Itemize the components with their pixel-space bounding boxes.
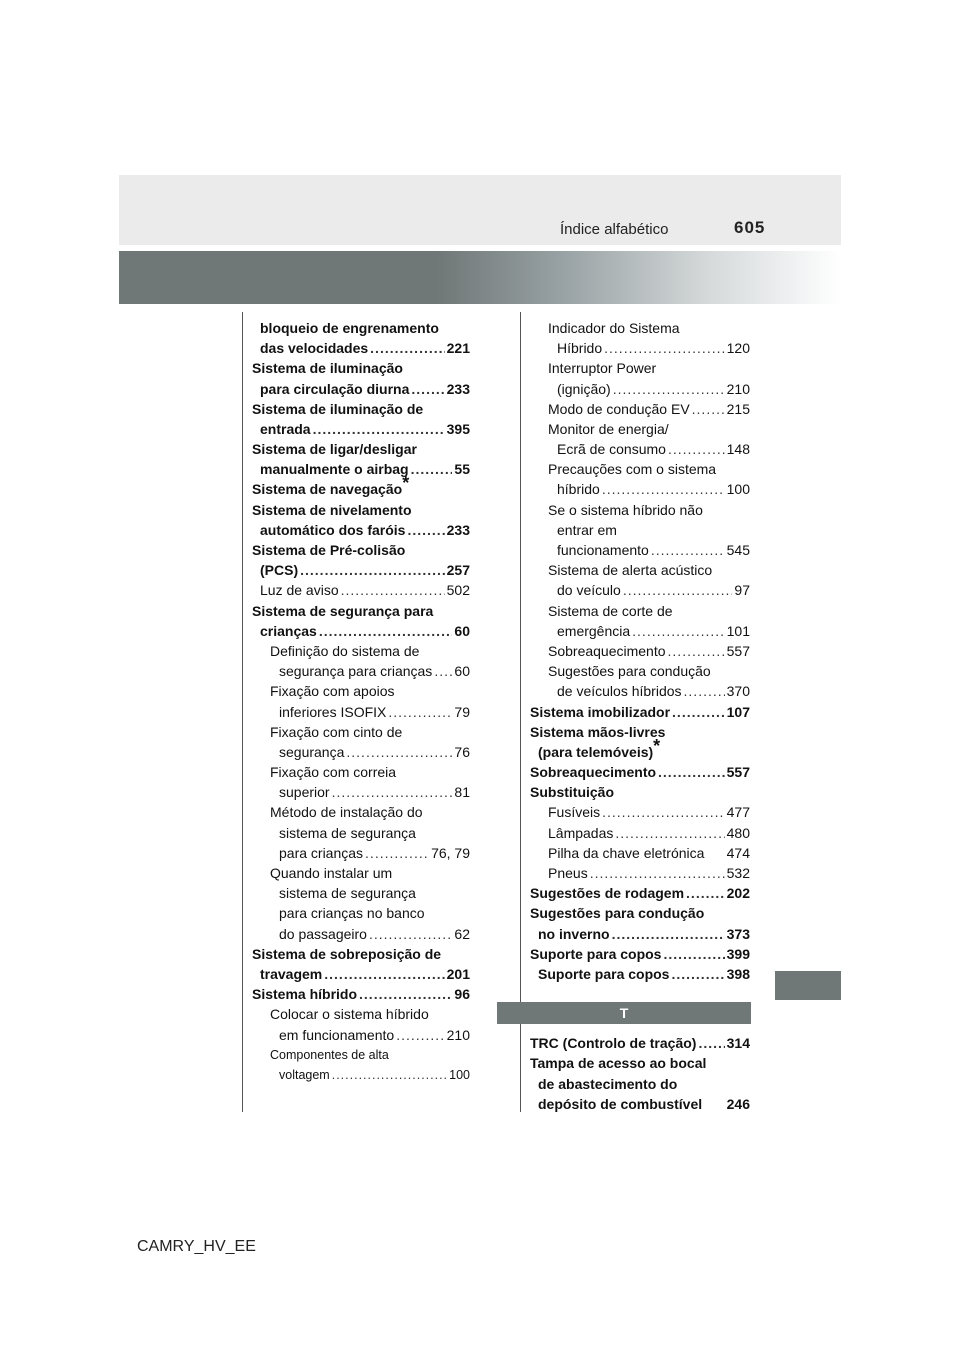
index-column-2 bbox=[530, 318, 750, 1114]
index-entry-text: Se o sistema híbrido não bbox=[548, 501, 703, 518]
index-entry-text: Interruptor Power bbox=[548, 360, 657, 377]
index-entry bbox=[530, 641, 750, 661]
index-entry-text: Método de instalação do bbox=[270, 804, 423, 821]
dot-leader bbox=[434, 661, 452, 681]
index-entry-page: 532 bbox=[726, 865, 750, 882]
index-entry bbox=[252, 964, 470, 984]
column-rule-right bbox=[520, 312, 521, 1112]
index-entry bbox=[530, 318, 750, 338]
index-entry-page: 210 bbox=[726, 380, 750, 397]
index-entry-text: Luz de aviso bbox=[260, 582, 339, 599]
index-entry-page: 480 bbox=[726, 824, 750, 841]
index-entry bbox=[530, 379, 750, 399]
index-entry-page: 60 bbox=[454, 663, 470, 680]
index-entry-text: voltagem bbox=[279, 1067, 330, 1082]
index-entry bbox=[530, 540, 750, 560]
dot-leader bbox=[604, 338, 725, 358]
index-entry-text: Sugestões para condução bbox=[548, 663, 711, 680]
index-entry-text: Pneus bbox=[548, 865, 588, 882]
letter-heading-t: T bbox=[497, 1002, 751, 1024]
index-entry bbox=[252, 459, 470, 479]
index-entry-page: 215 bbox=[726, 400, 750, 417]
index-entry-text: Fusíveis bbox=[548, 804, 601, 821]
index-entry-text: Sistema de nivelamento bbox=[252, 501, 412, 518]
dot-leader bbox=[341, 580, 445, 600]
index-entry bbox=[530, 762, 750, 782]
index-entry-text: Sistema de sobreposição de bbox=[252, 945, 442, 962]
index-entry-text: depósito de combustível bbox=[538, 1095, 703, 1112]
index-entry-text: inferiores ISOFIX bbox=[279, 703, 387, 720]
dot-leader bbox=[671, 964, 724, 984]
index-entry bbox=[530, 661, 750, 681]
dot-leader bbox=[663, 944, 724, 964]
index-entry bbox=[252, 601, 470, 621]
index-entry bbox=[252, 500, 470, 520]
index-entry bbox=[530, 500, 750, 520]
dot-leader bbox=[411, 379, 444, 399]
index-entry-text: Sistema de corte de bbox=[548, 602, 673, 619]
index-entry-text: Modo de condução EV bbox=[548, 400, 690, 417]
index-entry-text: Pilha da chave eletrónica bbox=[548, 844, 705, 861]
index-entry bbox=[252, 823, 470, 843]
index-entry-text: Precauções com o sistema bbox=[548, 461, 717, 478]
index-column-1 bbox=[252, 318, 470, 1085]
dot-leader bbox=[590, 863, 725, 883]
index-entry-page: 398 bbox=[726, 965, 750, 982]
index-entry-text: (ignição) bbox=[557, 380, 611, 397]
index-entry bbox=[252, 540, 470, 560]
index-entry-text: segurança bbox=[279, 743, 345, 760]
index-entry bbox=[252, 1045, 470, 1065]
index-entry-text: em funcionamento bbox=[279, 1026, 395, 1043]
index-entry-text: do veículo bbox=[557, 582, 621, 599]
index-entry-text: Sistema de navegação bbox=[252, 481, 403, 498]
index-entry-text: bloqueio de engrenamento bbox=[260, 319, 439, 336]
index-entry-page: 148 bbox=[726, 441, 750, 458]
index-entry bbox=[252, 399, 470, 419]
index-entry-text: Definição do sistema de bbox=[270, 642, 420, 659]
index-entry-page: 221 bbox=[446, 340, 470, 357]
dot-leader bbox=[300, 560, 445, 580]
index-entry-text: automático dos faróis bbox=[260, 521, 406, 538]
index-entry bbox=[252, 641, 470, 661]
index-entry-text: (PCS) bbox=[260, 562, 299, 579]
index-entry-page: 100 bbox=[449, 1067, 470, 1082]
index-entry bbox=[530, 863, 750, 883]
index-entry bbox=[252, 379, 470, 399]
index-entry-page: 557 bbox=[726, 764, 750, 781]
index-entry bbox=[252, 419, 470, 439]
index-entry-text: do passageiro bbox=[279, 925, 367, 942]
index-entry bbox=[530, 419, 750, 439]
index-entry bbox=[530, 903, 750, 923]
index-entry bbox=[252, 742, 470, 762]
index-entry-text: híbrido bbox=[557, 481, 600, 498]
index-entry-text: TRC (Controlo de tração) bbox=[530, 1035, 697, 1052]
index-entry-page: 557 bbox=[726, 642, 750, 659]
index-entry bbox=[252, 782, 470, 802]
dot-leader bbox=[668, 439, 725, 459]
dot-leader bbox=[632, 621, 724, 641]
index-entry-page: 120 bbox=[726, 340, 750, 357]
index-entry-text: Sistema de segurança para bbox=[252, 602, 434, 619]
page-number: 605 bbox=[734, 218, 766, 237]
index-entry bbox=[252, 863, 470, 883]
index-entry-text: das velocidades bbox=[260, 340, 369, 357]
index-entry-page: 246 bbox=[726, 1095, 750, 1112]
index-entry bbox=[252, 722, 470, 742]
index-entry bbox=[252, 843, 470, 863]
index-entry-text: de veículos híbridos bbox=[557, 683, 682, 700]
index-entry-text: emergência bbox=[557, 622, 631, 639]
index-entry-page: 257 bbox=[446, 562, 470, 579]
index-entry-page: 233 bbox=[446, 521, 470, 538]
dot-leader bbox=[684, 681, 725, 701]
index-entry-text: Sugestões de rodagem bbox=[530, 885, 685, 902]
index-entry bbox=[252, 924, 470, 944]
index-entry bbox=[530, 823, 750, 843]
index-entry-text: entrada bbox=[260, 420, 311, 437]
index-entry bbox=[530, 601, 750, 621]
dot-leader bbox=[411, 459, 453, 479]
index-entry bbox=[530, 358, 750, 378]
index-entry-text: Ecrã de consumo bbox=[557, 441, 666, 458]
index-entry bbox=[252, 681, 470, 701]
dot-leader bbox=[319, 621, 453, 641]
index-entry-text: Sistema de iluminação de bbox=[252, 400, 424, 417]
index-entry bbox=[252, 1065, 470, 1085]
index-entry-text: Sistema de ligar/desligar bbox=[252, 441, 417, 458]
dot-leader bbox=[692, 399, 725, 419]
dot-leader bbox=[407, 520, 444, 540]
index-entry-page: 202 bbox=[726, 885, 750, 902]
index-entry-page: 474 bbox=[726, 844, 750, 861]
index-entry-text: superior bbox=[279, 784, 330, 801]
index-entry-text: sistema de segurança bbox=[279, 824, 416, 841]
index-entry-page: 60 bbox=[454, 622, 470, 639]
index-entry bbox=[530, 1053, 750, 1073]
index-entry bbox=[252, 903, 470, 923]
index-entry-text: Fixação com cinto de bbox=[270, 723, 403, 740]
index-entry-page: 79 bbox=[454, 703, 470, 720]
index-entry-text: entrar em bbox=[557, 521, 617, 538]
index-entry-text: Tampa de acesso ao bocal bbox=[530, 1055, 707, 1072]
index-entry-page: 233 bbox=[446, 380, 470, 397]
index-entry bbox=[252, 439, 470, 459]
dot-leader bbox=[396, 1025, 444, 1045]
index-entry-page: 101 bbox=[726, 622, 750, 639]
index-entry bbox=[530, 803, 750, 823]
index-entry bbox=[252, 803, 470, 823]
index-entry-text: manualmente o airbag bbox=[260, 461, 409, 478]
index-entry bbox=[530, 735, 750, 762]
index-entry bbox=[530, 439, 750, 459]
header-gradient-bar bbox=[119, 251, 841, 304]
dot-leader bbox=[313, 419, 445, 439]
dot-leader bbox=[602, 479, 725, 499]
index-entry-page: 399 bbox=[726, 945, 750, 962]
index-entry bbox=[530, 1033, 750, 1053]
index-entry bbox=[530, 883, 750, 903]
index-entry-text: Fixação com apoios bbox=[270, 683, 395, 700]
dot-leader bbox=[612, 924, 725, 944]
index-entry-page: 370 bbox=[726, 683, 750, 700]
index-entry bbox=[530, 843, 750, 863]
index-entry-page: 100 bbox=[726, 481, 750, 498]
index-entry-text: sistema de segurança bbox=[279, 885, 416, 902]
dot-leader bbox=[615, 823, 724, 843]
dot-leader bbox=[388, 702, 452, 722]
index-entry-text: para circulação diurna bbox=[260, 380, 410, 397]
index-entry bbox=[530, 399, 750, 419]
index-entry-page: 55 bbox=[454, 461, 470, 478]
dot-leader bbox=[370, 338, 444, 358]
index-entry-text: Fixação com correia bbox=[270, 764, 397, 781]
index-entry-text: Indicador do Sistema bbox=[548, 319, 680, 336]
index-entry-text: Sistema de alerta acústico bbox=[548, 562, 713, 579]
index-entry-page: 373 bbox=[726, 925, 750, 942]
dot-leader bbox=[698, 1033, 724, 1053]
index-entry-page: 62 bbox=[454, 925, 470, 942]
index-entry bbox=[252, 984, 470, 1004]
index-entry-text: Sistema de Pré-colisão bbox=[252, 542, 406, 559]
index-entry-page: 107 bbox=[726, 703, 750, 720]
index-entry-text: Sistema de iluminação bbox=[252, 360, 403, 377]
index-entry bbox=[252, 661, 470, 681]
index-entry bbox=[530, 1094, 750, 1114]
dot-leader bbox=[332, 782, 453, 802]
footnote-asterisk: * bbox=[402, 473, 410, 494]
footer-model-code: CAMRY_HV_EE bbox=[137, 1238, 256, 1255]
index-entry-text: Colocar o sistema híbrido bbox=[270, 1006, 429, 1023]
index-entry bbox=[252, 1004, 470, 1024]
index-entry-text: para crianças no banco bbox=[279, 905, 425, 922]
index-entry-page: 76 bbox=[454, 743, 470, 760]
index-entry bbox=[530, 459, 750, 479]
index-entry-text: no inverno bbox=[538, 925, 610, 942]
index-entry-page: 201 bbox=[446, 965, 470, 982]
index-entry-text: Suporte para copos bbox=[538, 965, 670, 982]
index-entry bbox=[530, 520, 750, 540]
index-entry-text: Sugestões para condução bbox=[530, 905, 705, 922]
section-title: Índice alfabético bbox=[560, 221, 669, 238]
header-band bbox=[119, 175, 841, 245]
index-entry-text: travagem bbox=[260, 965, 323, 982]
index-entry bbox=[252, 318, 470, 338]
index-entry bbox=[530, 924, 750, 944]
index-entry bbox=[530, 580, 750, 600]
index-entry bbox=[252, 520, 470, 540]
index-entry-text: Quando instalar um bbox=[270, 865, 393, 882]
index-entry-text: para crianças bbox=[279, 844, 364, 861]
index-entry-text: Componentes de alta bbox=[270, 1047, 389, 1062]
index-entry bbox=[252, 1025, 470, 1045]
dot-leader bbox=[365, 843, 429, 863]
dot-leader bbox=[602, 802, 725, 822]
index-entry bbox=[530, 681, 750, 701]
dot-leader bbox=[359, 984, 452, 1004]
index-entry-page: 545 bbox=[726, 542, 750, 559]
index-entry bbox=[530, 621, 750, 641]
index-entry-page: 314 bbox=[726, 1035, 750, 1052]
index-entry bbox=[530, 722, 750, 742]
index-entry-text: Sistema mãos-livres bbox=[530, 723, 666, 740]
index-entry-text: Híbrido bbox=[557, 340, 603, 357]
index-entry bbox=[252, 621, 470, 641]
index-entry-text: Suporte para copos bbox=[530, 945, 662, 962]
index-entry bbox=[530, 1074, 750, 1094]
index-entry bbox=[252, 560, 470, 580]
dot-leader bbox=[658, 762, 725, 782]
index-thumb-tab bbox=[775, 971, 841, 1000]
index-entry-text: Sistema imobilizador bbox=[530, 703, 671, 720]
dot-leader bbox=[613, 379, 725, 399]
index-entry-page: 97 bbox=[734, 582, 750, 599]
dot-leader bbox=[324, 964, 444, 984]
index-entry bbox=[530, 782, 750, 802]
dot-leader bbox=[369, 924, 452, 944]
index-entry bbox=[530, 338, 750, 358]
index-entry-text: Substituição bbox=[530, 784, 615, 801]
index-entry-text: Monitor de energia/ bbox=[548, 420, 669, 437]
index-entry bbox=[252, 473, 470, 500]
footnote-asterisk: * bbox=[653, 735, 661, 756]
index-entry bbox=[530, 964, 750, 984]
dot-leader bbox=[651, 540, 725, 560]
index-entry bbox=[530, 702, 750, 722]
index-entry-page: 210 bbox=[446, 1026, 470, 1043]
index-entry bbox=[252, 580, 470, 600]
index-entry-page: 96 bbox=[454, 986, 470, 1003]
index-entry-text: Sistema híbrido bbox=[252, 986, 358, 1003]
index-entry-page: 502 bbox=[446, 582, 470, 599]
dot-leader bbox=[623, 580, 733, 600]
index-entry bbox=[252, 338, 470, 358]
index-entry-text: crianças bbox=[260, 622, 317, 639]
index-entry-text: Lâmpadas bbox=[548, 824, 614, 841]
index-entry bbox=[252, 762, 470, 782]
index-entry bbox=[530, 944, 750, 964]
dot-leader bbox=[672, 702, 725, 722]
dot-leader bbox=[686, 883, 725, 903]
index-entry bbox=[530, 480, 750, 500]
index-entry bbox=[530, 560, 750, 580]
index-entry-text: (para telemóveis) bbox=[538, 743, 654, 760]
index-entry-page: 395 bbox=[446, 420, 470, 437]
dot-leader bbox=[346, 742, 452, 762]
dot-leader bbox=[332, 1065, 447, 1085]
index-entry-text: de abastecimento do bbox=[538, 1075, 678, 1092]
index-entry-text: funcionamento bbox=[557, 542, 649, 559]
index-entry-page: 81 bbox=[454, 784, 470, 801]
index-entry-text: Sobreaquecimento bbox=[548, 642, 666, 659]
index-entry-page: 477 bbox=[726, 804, 750, 821]
index-entry bbox=[252, 944, 470, 964]
index-entry bbox=[252, 883, 470, 903]
dot-leader bbox=[668, 641, 725, 661]
index-entry-text: segurança para crianças bbox=[279, 663, 433, 680]
index-entry bbox=[252, 358, 470, 378]
index-entry-page: 76, 79 bbox=[431, 844, 470, 861]
index-entry-text: Sobreaquecimento bbox=[530, 764, 657, 781]
index-entry bbox=[252, 702, 470, 722]
column-rule-left bbox=[242, 312, 243, 1112]
